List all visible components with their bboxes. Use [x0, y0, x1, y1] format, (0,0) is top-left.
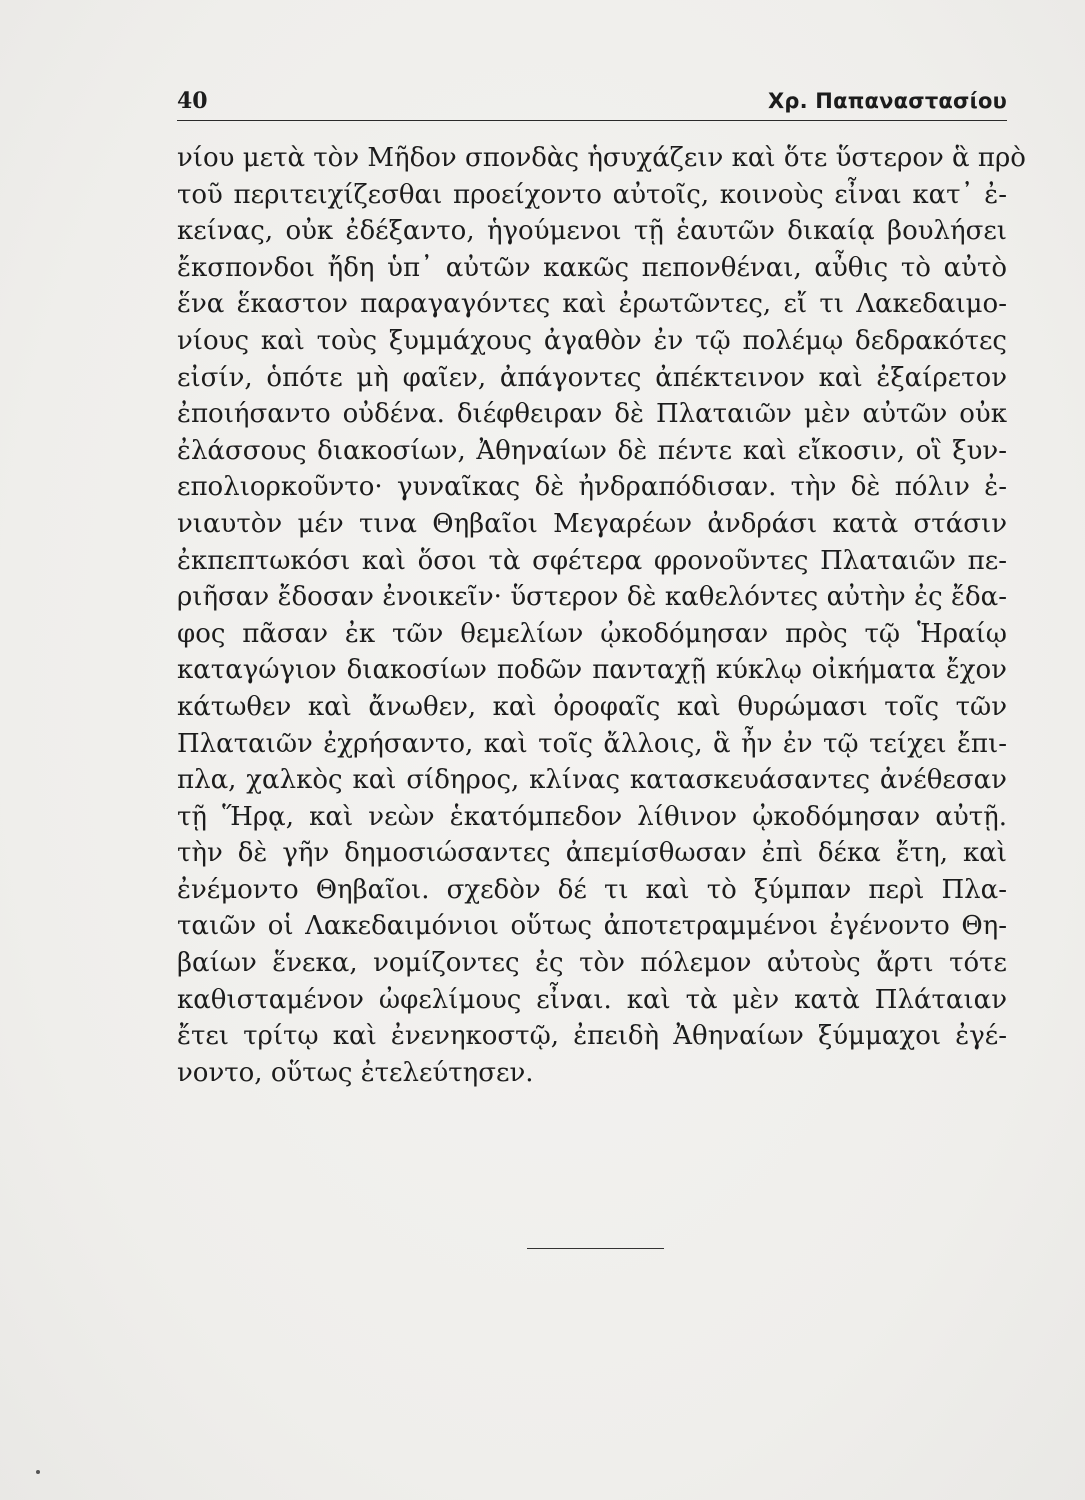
text-line: τοῦ περιτειχίζεσθαι προείχοντο αὐτοῖς, κοινοὺς εἶναι κατ᾽ ἐ-: [177, 179, 1007, 210]
text-line: πλα, χαλκὸς καὶ σίδηρος, κλίνας κατασκευάσαντες ἀνέθεσαν: [177, 765, 1007, 796]
paper-speck: [36, 1470, 40, 1474]
text-line: επολιορκοῦντο· γυναῖκας δὲ ἠνδραπόδισαν. τὴν δὲ πόλιν ἐ-: [177, 472, 1007, 503]
text-line: ταιῶν οἱ Λακεδαιμόνιοι οὕτως ἀποτετραμμένοι ἐγένοντο Θη-: [177, 911, 1007, 942]
text-line: ἐποιήσαντο οὐδένα. διέφθειραν δὲ Πλαταιῶν μὲν αὐτῶν οὐκ: [177, 399, 1007, 430]
text-line: νίους καὶ τοὺς ξυμμάχους ἀγαθὸν ἐν τῷ πολέμῳ δεδρακότες: [177, 325, 1007, 356]
text-line: κείνας, οὐκ ἐδέξαντο, ἡγούμενοι τῇ ἑαυτῶν δικαίᾳ βουλήσει: [177, 216, 1007, 247]
body-text: [177, 140, 1026, 1091]
text-line: κάτωθεν καὶ ἄνωθεν, καὶ ὀροφαῖς καὶ θυρώμασι τοῖς τῶν: [177, 691, 1007, 722]
page-header: [177, 86, 1007, 121]
text-line: καταγώγιον διακοσίων ποδῶν πανταχῇ κύκλῳ οἰκήματα ἔχον: [177, 655, 1007, 686]
text-line: ριῆσαν ἔδοσαν ἐνοικεῖν· ὕστερον δὲ καθελόντες αὐτὴν ἐς ἔδα-: [177, 582, 1007, 613]
text-line: νίου μετὰ τὸν Μῆδον σπονδὰς ἡσυχάζειν καὶ ὅτε ὕστερον ἃ πρὸ: [177, 143, 1026, 173]
text-line: τὴν δὲ γῆν δημοσιώσαντες ἀπεμίσθωσαν ἐπὶ δέκα ἔτη, καὶ: [177, 838, 1007, 869]
text-line: ἐκπεπτωκόσι καὶ ὅσοι τὰ σφέτερα φρονοῦντες Πλαταιῶν πε-: [177, 545, 1007, 576]
text-line: ἔτει τρίτῳ καὶ ἐνενηκοστῷ, ἐπειδὴ Ἀθηναίων ξύμμαχοι ἐγέ-: [177, 1021, 1007, 1052]
text-line: καθισταμένον ὠφελίμους εἶναι. καὶ τὰ μὲν κατὰ Πλάταιαν: [177, 984, 1007, 1015]
text-line: τῇ Ἥρᾳ, καὶ νεὼν ἑκατόμπεδον λίθινον ᾠκοδόμησαν αὐτῇ.: [177, 801, 1007, 832]
text-line: βαίων ἕνεκα, νομίζοντες ἐς τὸν πόλεμον αὐτοὺς ἄρτι τότε: [177, 948, 1007, 979]
text-line: νιαυτὸν μέν τινα Θηβαῖοι Μεγαρέων ἀνδράσι κατὰ στάσιν: [177, 508, 1007, 539]
text-line: φος πᾶσαν ἐκ τῶν θεμελίων ᾠκοδόμησαν πρὸς τῷ Ἡραίῳ: [177, 618, 1007, 649]
text-line: εἰσίν, ὁπότε μὴ φαῖεν, ἀπάγοντες ἀπέκτεινον καὶ ἐξαίρετον: [177, 362, 1007, 393]
text-line: ἔκσπονδοι ἤδη ὑπ᾽ αὐτῶν κακῶς πεπονθέναι, αὖθις τὸ αὐτὸ: [177, 252, 1007, 283]
text-line: Πλαταιῶν ἐχρήσαντο, καὶ τοῖς ἄλλοις, ἃ ἦν ἐν τῷ τείχει ἔπι-: [177, 728, 1007, 759]
running-head: Χρ. Παπαναστασίου: [767, 89, 1007, 113]
footnote-separator-rule: [527, 1248, 664, 1249]
text-line: ἐνέμοντο Θηβαῖοι. σχεδὸν δέ τι καὶ τὸ ξύμπαν περὶ Πλα-: [177, 874, 1007, 905]
text-line: νοντο, οὕτως ἐτελεύτησεν.: [177, 1057, 534, 1088]
text-line: ἕνα ἕκαστον παραγαγόντες καὶ ἐρωτῶντες, εἴ τι Λακεδαιμο-: [177, 289, 1007, 320]
text-line: ἐλάσσους διακοσίων, Ἀθηναίων δὲ πέντε καὶ εἴκοσιν, οἳ ξυν-: [177, 435, 1007, 466]
page-number: 40: [177, 88, 208, 114]
